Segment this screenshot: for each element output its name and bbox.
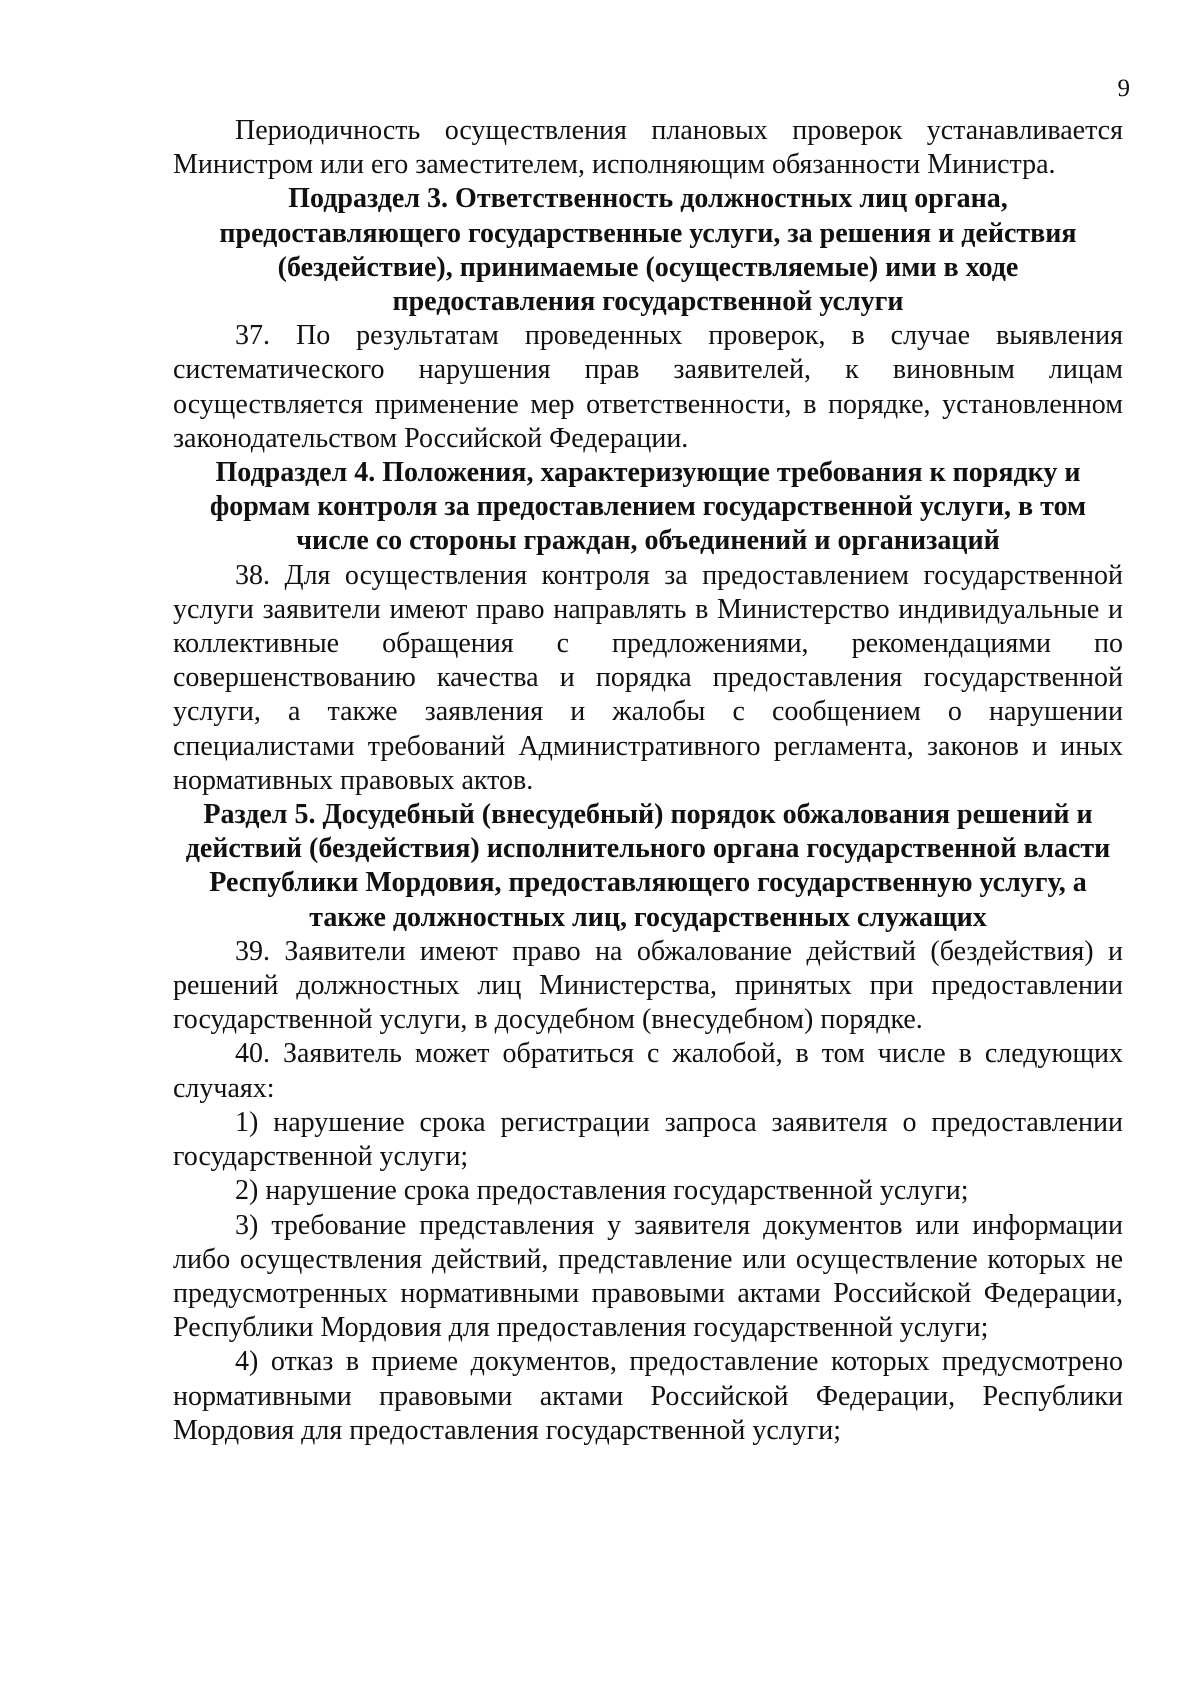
paragraph-40: 40. Заявитель может обратиться с жалобой, в том числе в следующих случаях: (173, 1038, 1123, 1104)
paragraph-37: 37. По результатам проведенных проверок, в случае выявления систематического нарушения прав заявителей, к виновным лицам осуществляется применение мер ответственности, в порядке, установленном законодательством Российской Федерации. (173, 320, 1123, 454)
page-content (173, 114, 1123, 1448)
list-item-4: 4) отказ в приеме документов, предоставление которых предусмотрено нормативными правовыми актами Российской Федерации, Республики Мордовия для предоставления государственной услуги; (173, 1346, 1123, 1446)
paragraph-38: 38. Для осуществления контроля за предоставлением государственной услуги заявители имеют право направлять в Министерство индивидуальные и коллективные обращения с предложениями, рекомендациями по совершенствованию качества и порядка предоставления государственной услуги, а также заявления и жалобы с сообщением о нарушении специалистами требований Административного регламента, законов и иных нормативных правовых актов. (173, 559, 1123, 796)
heading-section-5: Раздел 5. Досудебный (внесудебный) порядок обжалования решений и действий (бездействия) исполнительного органа государственной власти Республики Мордовия, предоставляющего государственную услугу, а также должностных лиц, государственных служащих (185, 799, 1111, 933)
paragraph-intro: Периодичность осуществления плановых проверок устанавливается Министром или его заместителем, исполняющим обязанности Министра. (173, 115, 1123, 181)
list-item-2: 2) нарушение срока предоставления государственной услуги; (235, 1175, 969, 1207)
heading-subsection-3: Подраздел 3. Ответственность должностных лиц органа, предоставляющего государственные услуги, за решения и действия (бездействие), принимаемые (осуществляемые) ими в ходе предоставления государственной услуги (219, 183, 1077, 318)
page-number: 9 (1117, 75, 1130, 102)
heading-subsection-4: Подраздел 4. Положения, характеризующие требования к порядку и формам контроля за предоставлением государственной услуги, в том числе со стороны граждан, объединений и организаций (209, 457, 1087, 557)
paragraph-39: 39. Заявители имеют право на обжалование действий (бездействия) и решений должностных лиц Министерства, принятых при предоставлении государственной услуги, в досудебном (внесудебном) порядке. (173, 935, 1123, 1036)
list-item-1: 1) нарушение срока регистрации запроса заявителя о предоставлении государственной услуги; (173, 1106, 1123, 1173)
list-item-3: 3) требование представления у заявителя документов или информации либо осуществления действий, представление или осуществление которых не предусмотренных нормативными правовыми актами Российской Федерации, Республики Мордовия для предоставления государственной услуги; (173, 1209, 1123, 1344)
